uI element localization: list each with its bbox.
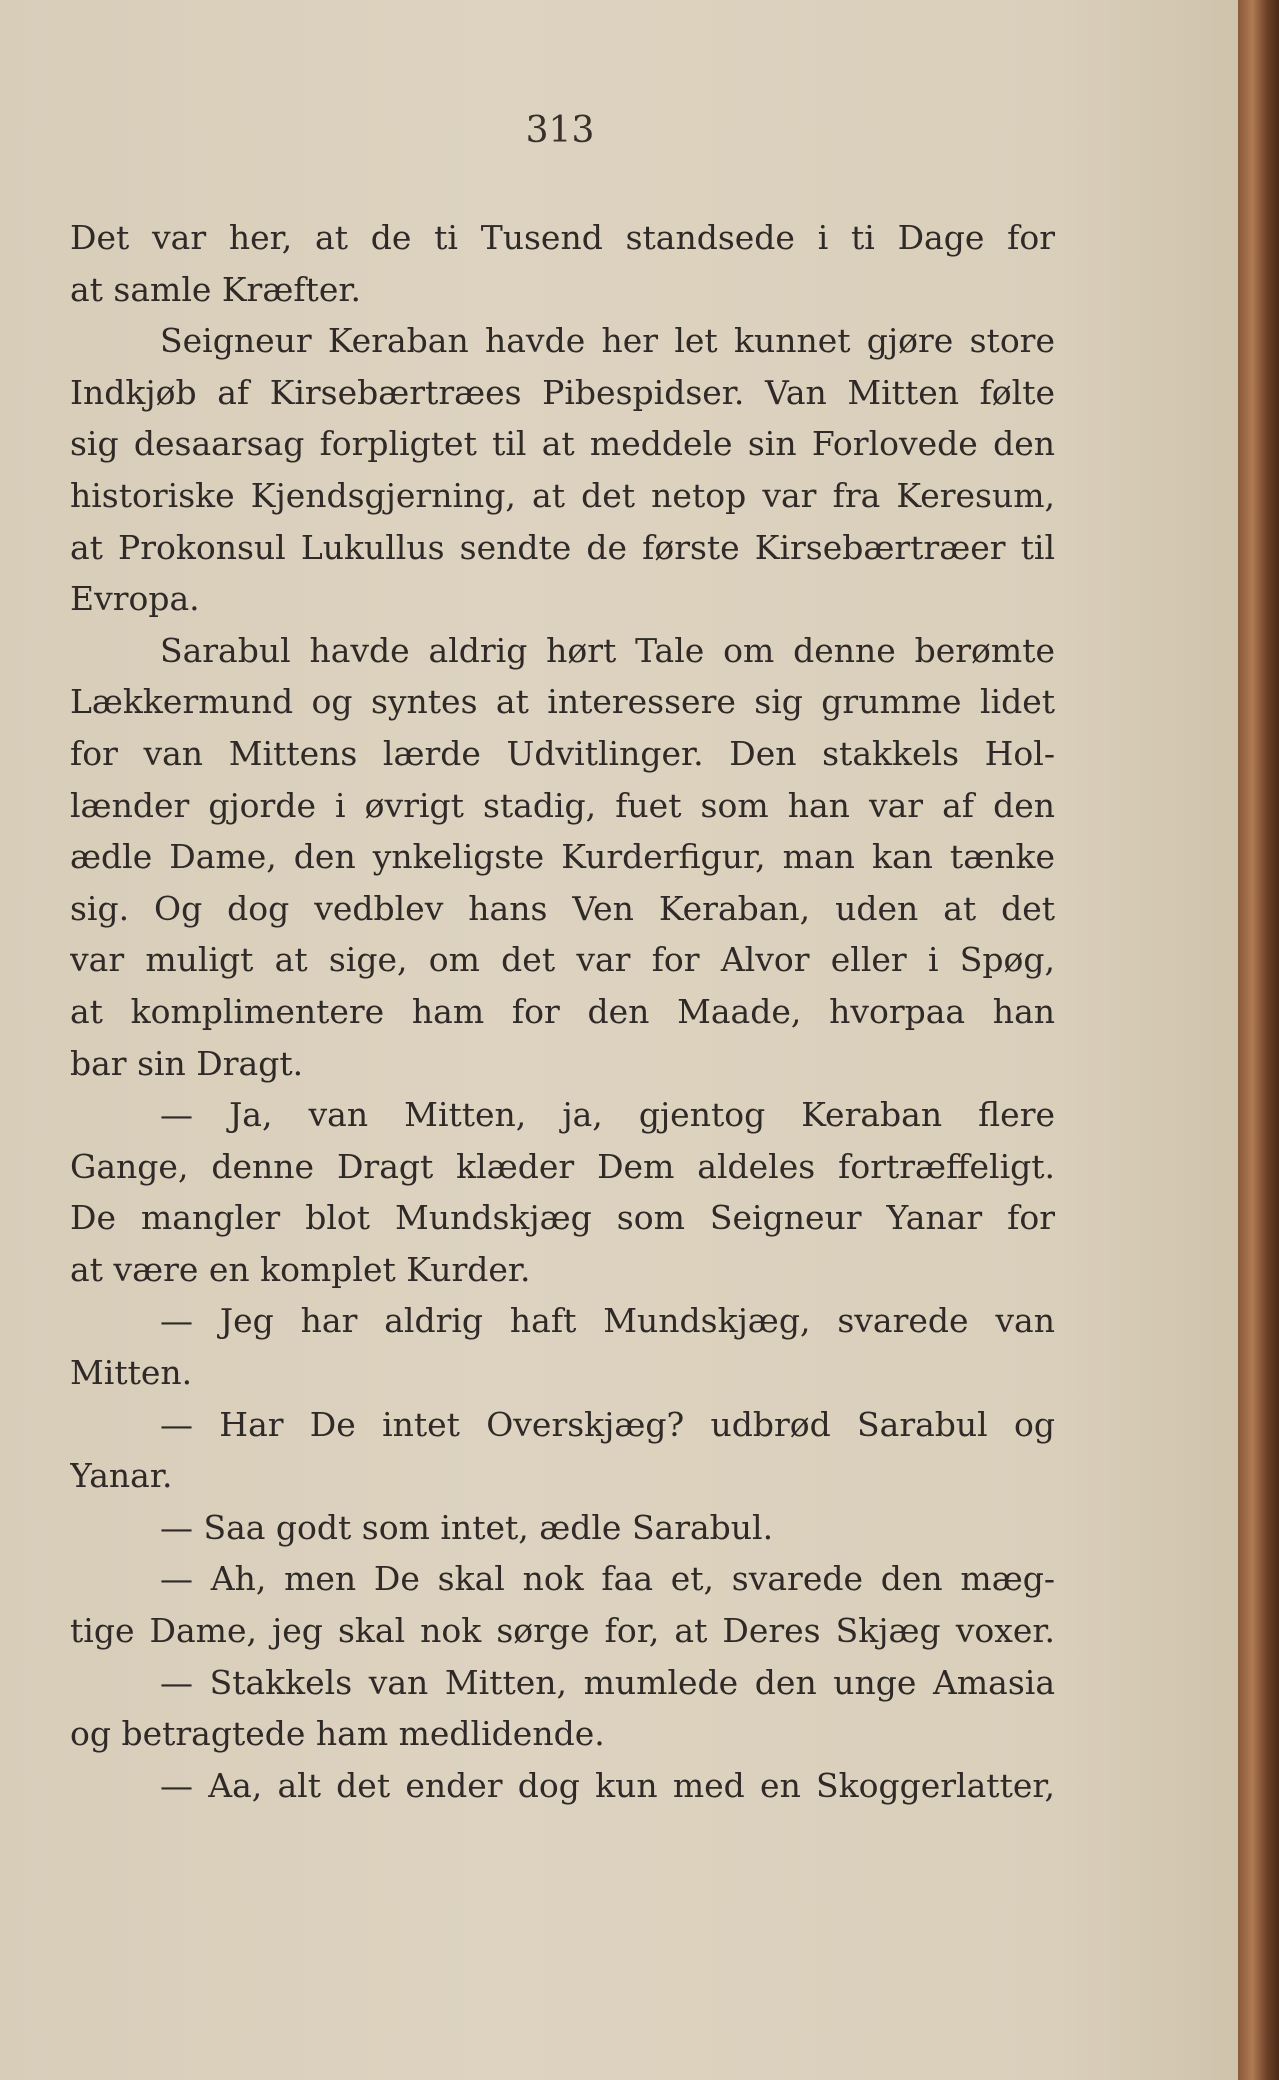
text-line: og betragtede ham medlidende.: [70, 1714, 605, 1754]
text-line: Seigneur Keraban havde her let kunnet gjøre store: [160, 321, 1055, 361]
text-line: at samle Kræfter.: [70, 269, 361, 309]
text-line: sig. Og dog vedblev hans Ven Keraban, uden at det: [70, 888, 1055, 928]
text-line: at komplimentere ham for den Maade, hvorpaa han: [70, 991, 1055, 1031]
text-line: Yanar.: [70, 1456, 173, 1496]
page-number: 313: [525, 110, 595, 151]
text-line: — Ja, van Mitten, ja, gjentog Keraban flere: [160, 1095, 1055, 1135]
text-line: var muligt at sige, om det var for Alvor eller i Spøg,: [70, 940, 1055, 980]
text-line: Mitten.: [70, 1353, 193, 1393]
text-line: Indkjøb af Kirsebærtræes Pibespidser. Van Mitten følte: [70, 372, 1055, 412]
text-line: — Jeg har aldrig haft Mundskjæg, svarede van: [160, 1301, 1055, 1341]
text-line: Lækkermund og syntes at interessere sig grumme lidet: [70, 682, 1055, 722]
text-line: at være en komplet Kurder.: [70, 1249, 531, 1289]
text-line: — Stakkels van Mitten, mumlede den unge Amasia: [160, 1662, 1055, 1702]
text-line: Evropa.: [70, 579, 200, 619]
body-text: [70, 212, 1055, 1811]
text-line: — Saa godt som intet, ædle Sarabul.: [160, 1507, 774, 1547]
text-line: Gange, denne Dragt klæder Dem aldeles fortræffeligt.: [70, 1146, 1055, 1186]
text-line: historiske Kjendsgjerning, at det netop var fra Keresum,: [70, 475, 1055, 515]
text-line: Det var her, at de ti Tusend standsede i ti Dage for: [70, 218, 1055, 257]
book-spine-edge: [1238, 0, 1279, 2080]
text-line: — Har De intet Overskjæg? udbrød Sarabul og: [160, 1404, 1055, 1444]
text-line: lænder gjorde i øvrigt stadig, fuet som han var af den: [70, 785, 1055, 825]
text-line: Sarabul havde aldrig hørt Tale om denne berømte: [160, 630, 1055, 670]
text-line: for van Mittens lærde Udvitlinger. Den stakkels Hol-: [70, 733, 1055, 773]
text-line: De mangler blot Mundskjæg som Seigneur Yanar for: [70, 1198, 1055, 1238]
text-line: sig desaarsag forpligtet til at meddele sin Forlovede den: [70, 424, 1055, 464]
text-line: — Ah, men De skal nok faa et, svarede den mæg-: [160, 1559, 1055, 1599]
text-line: ædle Dame, den ynkeligste Kurderfigur, man kan tænke: [70, 837, 1055, 877]
text-line: — Aa, alt det ender dog kun med en Skoggerlatter,: [160, 1765, 1055, 1805]
text-line: bar sin Dragt.: [70, 1043, 304, 1083]
text-line: tige Dame, jeg skal nok sørge for, at Deres Skjæg voxer.: [70, 1611, 1055, 1651]
text-line: at Prokonsul Lukullus sendte de første Kirsebærtræer til: [70, 527, 1055, 567]
